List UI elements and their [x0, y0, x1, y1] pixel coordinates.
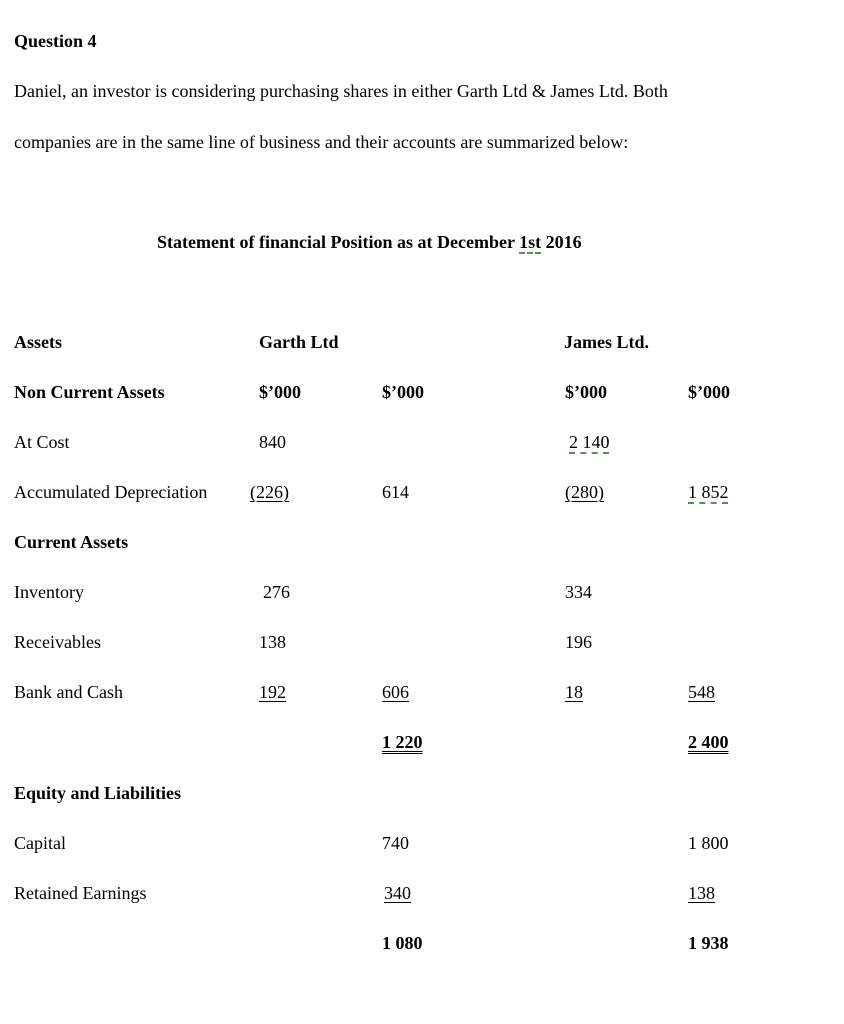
james-capital: 1 800	[688, 833, 729, 853]
james-acc-dep: (280)	[565, 482, 604, 502]
james-heading: James Ltd.	[564, 332, 649, 352]
garth-unit-a: $’000	[259, 382, 301, 402]
statement-title-1st: 1st	[519, 232, 542, 252]
garth-unit-b: $’000	[382, 382, 424, 402]
garth-total-equity: 1 080	[382, 933, 423, 953]
garth-retained-earnings: 340	[384, 883, 411, 903]
garth-inventory: 276	[263, 582, 290, 602]
garth-acc-dep: (226)	[250, 482, 289, 502]
statement-title-main: Statement of financial Position as at December	[157, 232, 520, 252]
james-total-assets: 2 400	[688, 732, 729, 752]
question-title: Question 4	[14, 31, 97, 51]
garth-at-cost: 840	[259, 432, 286, 452]
retained-earnings-label: Retained Earnings	[14, 883, 147, 903]
garth-heading: Garth Ltd	[259, 332, 339, 352]
capital-label: Capital	[14, 833, 66, 853]
james-retained-earnings: 138	[688, 883, 715, 903]
garth-current-total: 606	[382, 682, 409, 702]
assets-heading: Assets	[14, 332, 62, 352]
at-cost-label: At Cost	[14, 432, 70, 452]
non-current-assets-heading: Non Current Assets	[14, 382, 165, 402]
james-at-cost: 2 140	[569, 432, 610, 452]
equity-liabilities-heading: Equity and Liabilities	[14, 783, 182, 803]
statement-title	[157, 231, 582, 253]
james-current-total: 548	[688, 682, 715, 702]
james-nca-net: 1 852	[688, 482, 729, 502]
james-bank-cash: 18	[565, 682, 583, 702]
james-inventory: 334	[565, 582, 592, 602]
receivables-label: Receivables	[14, 632, 101, 652]
inventory-label: Inventory	[14, 582, 84, 602]
statement-title-year: 2016	[541, 232, 582, 252]
garth-total-assets: 1 220	[382, 732, 423, 752]
garth-receivables: 138	[259, 632, 286, 652]
james-receivables: 196	[565, 632, 592, 652]
garth-nca-net: 614	[382, 482, 409, 502]
intro-line-2: companies are in the same line of business and their accounts are summarized below:	[14, 132, 629, 152]
james-unit-a: $’000	[565, 382, 607, 402]
acc-dep-label: Accumulated Depreciation	[14, 482, 208, 502]
intro-line-1: Daniel, an investor is considering purchasing shares in either Garth Ltd & James Ltd. Both	[14, 81, 668, 101]
garth-bank-cash: 192	[259, 682, 286, 702]
current-assets-heading: Current Assets	[14, 532, 129, 552]
bank-cash-label: Bank and Cash	[14, 682, 123, 702]
james-unit-b: $’000	[688, 382, 730, 402]
garth-capital: 740	[382, 833, 409, 853]
james-total-equity: 1 938	[688, 933, 729, 953]
